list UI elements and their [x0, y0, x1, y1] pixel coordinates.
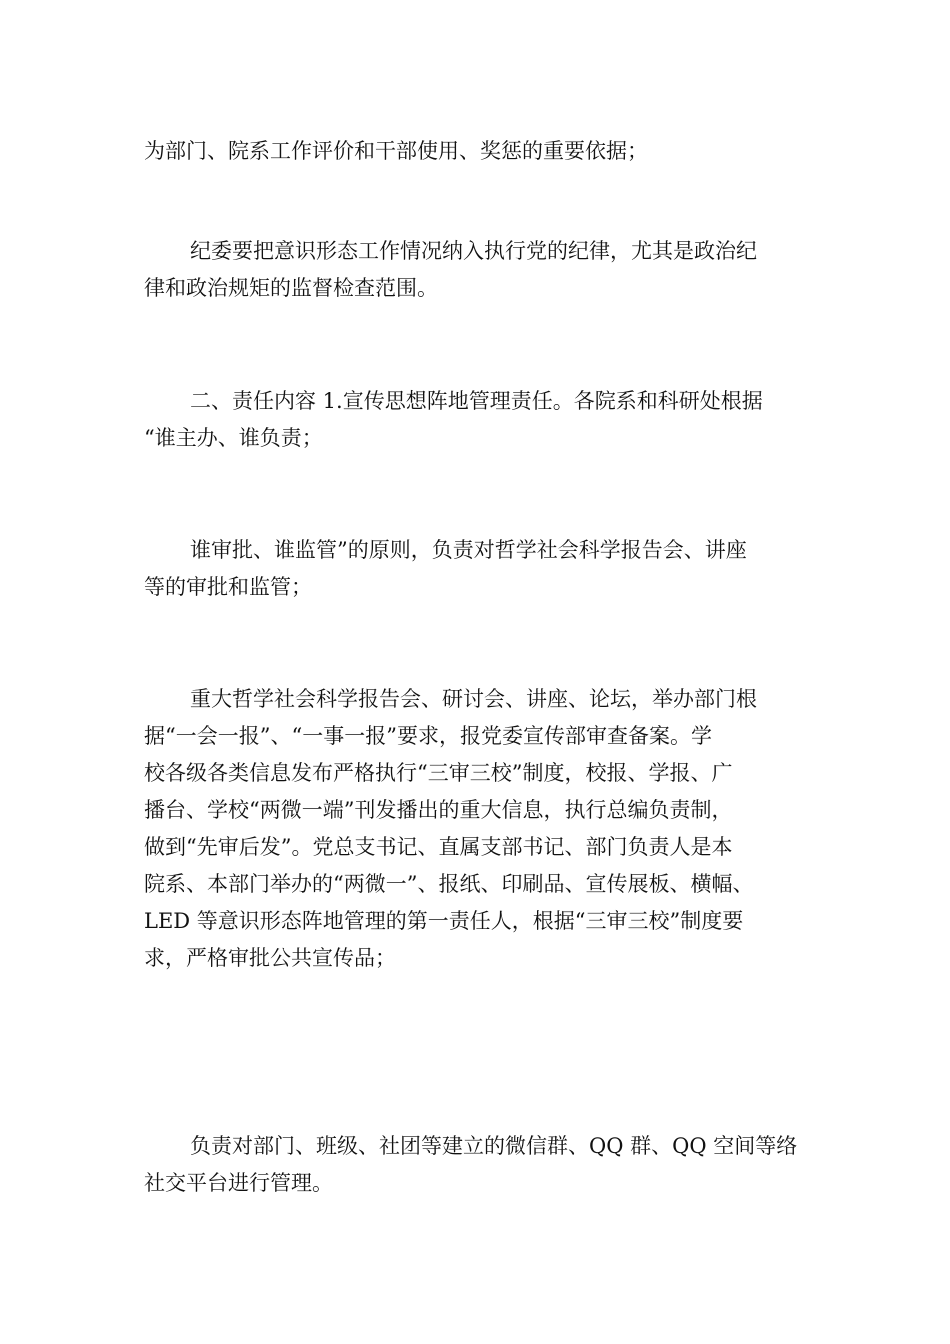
text-line: 播台、学校“两微一端”刊发播出的重大信息，执行总编负责制，	[144, 798, 733, 822]
text-line: 负责对部门、班级、社团等建立的微信群、QQ 群、QQ 空间等络	[190, 1134, 798, 1158]
text-line: 纪委要把意识形态工作情况纳入执行党的纪律，尤其是政治纪	[190, 239, 757, 263]
text-line: 律和政治规矩的监督检查范围。	[144, 276, 438, 300]
text-line: 院系、本部门举办的“两微一”、报纸、印刷品、宣传展板、横幅、	[144, 872, 754, 896]
paragraph-5	[144, 681, 824, 977]
text-line: 社交平台进行管理。	[144, 1171, 333, 1195]
text-line: 校各级各类信息发布严格执行“三审三校”制度，校报、学报、广	[144, 761, 733, 785]
text-line: 等的审批和监管；	[144, 575, 312, 599]
paragraph-2	[144, 233, 824, 307]
text-line: “谁主办、谁负责；	[144, 426, 323, 450]
paragraph-4	[144, 532, 824, 606]
text-line: 据“一会一报”、“一事一报”要求，报党委宣传部审查备案。学	[144, 724, 712, 748]
text-line: 重大哲学社会科学报告会、研讨会、讲座、论坛，举办部门根	[190, 687, 757, 711]
paragraph-1	[144, 133, 824, 170]
text-line: LED 等意识形态阵地管理的第一责任人，根据“三审三校”制度要	[144, 909, 744, 933]
text-line: 为部门、院系工作评价和干部使用、奖惩的重要依据；	[144, 139, 648, 163]
paragraph-3	[144, 383, 824, 457]
paragraph-6	[144, 1128, 824, 1202]
text-line: 做到“先审后发”。党总支书记、直属支部书记、部门负责人是本	[144, 835, 733, 859]
text-line: 谁审批、谁监管”的原则，负责对哲学社会科学报告会、讲座	[190, 538, 747, 562]
text-line: 二、责任内容 1.宣传思想阵地管理责任。各院系和科研处根据	[190, 389, 763, 413]
text-line: 求，严格审批公共宣传品；	[144, 946, 396, 970]
